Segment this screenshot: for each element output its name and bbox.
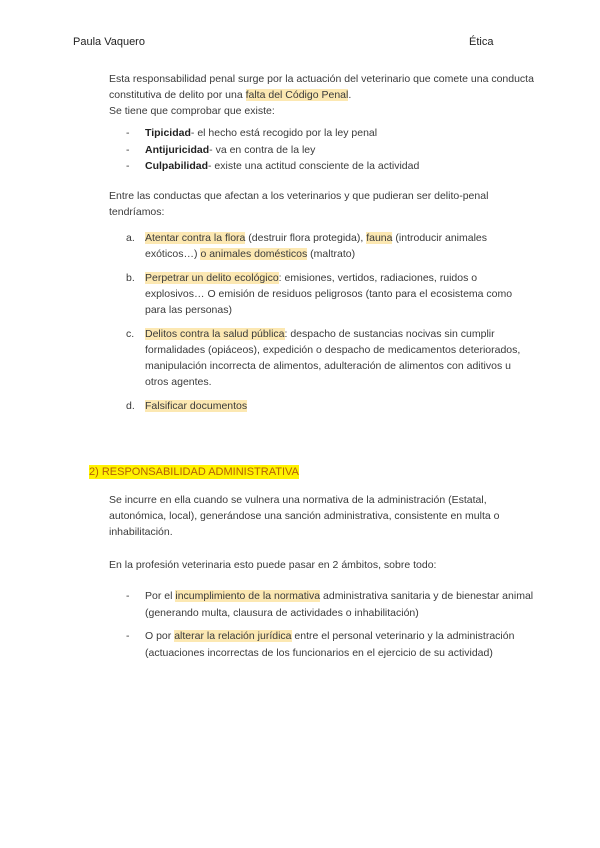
- header-subject: Ética: [469, 36, 494, 48]
- highlight: Atentar contra la flora: [145, 232, 246, 244]
- definition: - existe una actitud consciente de la actividad: [208, 160, 420, 172]
- conducts-intro: Entre las conductas que afectan a los veterinarios y que pudieran ser delito-penal tendríamos:: [109, 190, 489, 218]
- section-heading: [89, 466, 299, 478]
- term: Tipicidad: [145, 127, 191, 139]
- list-item: [126, 326, 526, 390]
- section2-list: [126, 588, 536, 668]
- text: administrativa sanitaria y de bienestar animal (generando multa, clausura de actividades o inhabilitación): [145, 590, 534, 619]
- term: Culpabilidad: [145, 160, 208, 172]
- intro-end: .: [348, 89, 352, 101]
- highlight: alterar la relación jurídica: [174, 630, 292, 642]
- list-item: [126, 588, 536, 621]
- text: : despacho de sustancias nocivas sin cumplir formalidades (opiáceos), expedición o despacho de medicamentos deteriorados, manipulación incorrecta de alimentos, adulteración de alimentos con aditivos u otros agentes.: [145, 328, 521, 388]
- conducts-list: [126, 230, 526, 422]
- list-item: [126, 125, 526, 142]
- definition: - el hecho está recogido por la ley penal: [190, 127, 378, 139]
- list-marker: d.: [126, 400, 135, 412]
- section-heading-text: 2) RESPONSABILIDAD ADMINISTRATIVA: [89, 466, 299, 478]
- highlight: fauna: [366, 232, 393, 244]
- intro-paragraph: [109, 71, 539, 119]
- highlight: o animales domésticos: [200, 248, 308, 260]
- list-item: [126, 628, 536, 661]
- text: entre el personal veterinario y la administración (actuaciones incorrectas de los funcionarios en el ejercicio de su actividad): [145, 630, 515, 659]
- intro-line2: Se tiene que comprobar que existe:: [109, 105, 275, 117]
- highlight: Perpetrar un delito ecológico: [145, 272, 279, 284]
- list-item: [126, 158, 526, 175]
- text: O por: [145, 630, 175, 642]
- list-item: [126, 398, 526, 414]
- list-item: [126, 142, 526, 159]
- section2-paragraph-1: Se incurre en ella cuando se vulnera una normativa de la administración (Estatal, autonómica, local), generándose una sanción administrativa, consistente en multa o inhabilitación.: [109, 494, 500, 538]
- list-marker: a.: [126, 232, 135, 244]
- list-item: [126, 230, 526, 262]
- text: (maltrato): [307, 248, 356, 260]
- highlight: Falsificar documentos: [145, 400, 248, 412]
- text: (introducir animales exóticos…): [145, 232, 488, 260]
- highlight: Delitos contra la salud pública: [145, 328, 285, 340]
- intro-text: Esta responsabilidad penal surge por la actuación del veterinario que comete una conducta constitutiva de delito por una: [109, 73, 534, 101]
- definition: - va en contra de la ley: [209, 143, 316, 156]
- term: Antijuricidad: [145, 143, 210, 156]
- section2-paragraph-2: En la profesión veterinaria esto puede pasar en 2 ámbitos, sobre todo:: [109, 559, 437, 571]
- text: : emisiones, vertidos, radiaciones, ruidos o explosivos… O emisión de residuos peligrosos (tanto para el ecosistema como para las personas): [145, 272, 513, 316]
- list-item: [126, 270, 526, 318]
- header-author: Paula Vaquero: [73, 36, 145, 48]
- highlight: incumplimiento de la normativa: [175, 590, 321, 602]
- requirements-list: [126, 125, 526, 175]
- list-marker: b.: [126, 272, 135, 284]
- highlight-codigo-penal: falta del Código Penal: [245, 89, 349, 101]
- text: (destruir flora protegida),: [245, 232, 367, 244]
- text: Por el: [145, 590, 176, 602]
- list-marker: c.: [126, 328, 135, 340]
